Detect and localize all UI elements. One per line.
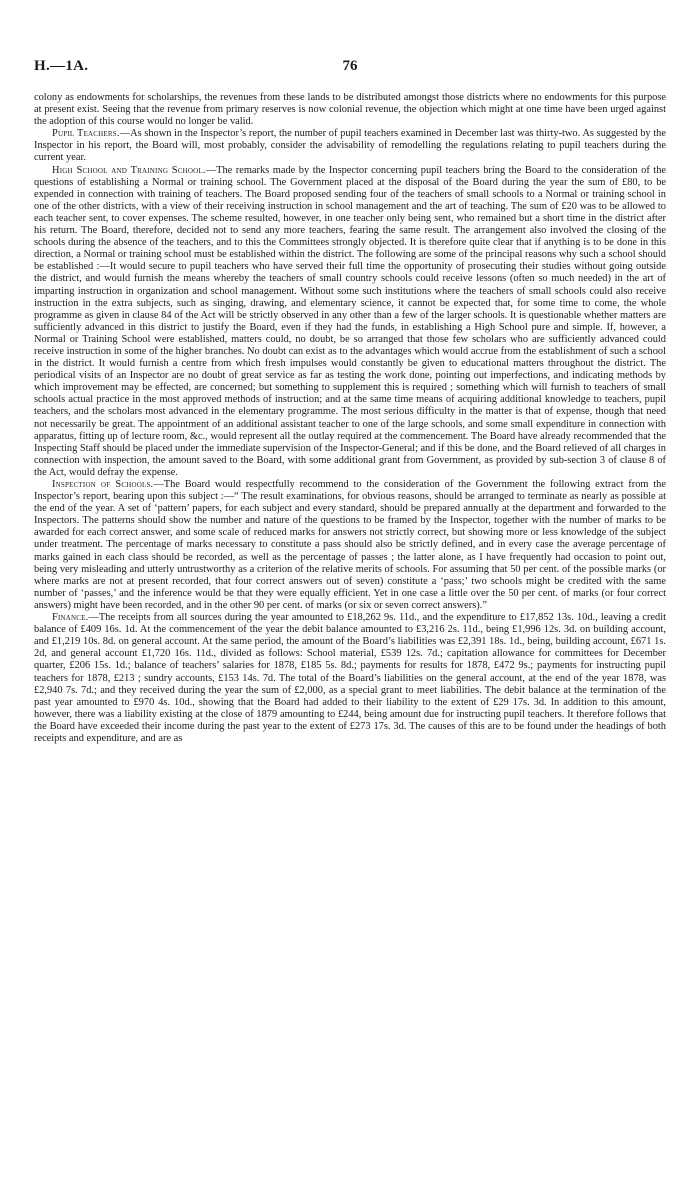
- paragraph-finance: [34, 612, 666, 745]
- paragraph-text: —The remarks made by the Inspector concerning pupil teachers bring the Board to the consideration of the questions of establishing a Normal or training school. The Government placed at the disposal of the Board during the year the sum of £80, to be expended in connection with training of teachers. The Board proposed sending four of the teachers of small schools to a Normal or training school in one of the other districts, with a view of their receiving instruction in school management and the art of teaching. The sum of £20 was to be allowed to each teacher sent, to cover expenses. The scheme resulted, however, in one teacher only being sent, who remained but a short time in the district after his return. The Board, therefore, decided not to send any more teachers, fearing the same result. The arrangement also involved the closing of the schools during the absence of the teachers, and to this the Committees strongly objected. It is therefore quite clear that if anything is to be done in this direction, a Normal or training school must be established within the district. The following are some of the principal reasons why such a school should be established :—It would secure to pupil teachers who have served their full time the opportunity of prosecuting their studies without going outside the district, and would furnish the means whereby the teachers of small country schools could receive lessons (often so much needed) in the art of imparting instruction in organization and school management. Without some such institutions where the teachers of small schools could also receive instruction in the extra subjects, such as singing, drawing, and elementary science, it cannot be expected that, for some time to come, the whole programme as given in clause 84 of the Act will be strictly observed in any other than a few of the larger schools. It is questionable whether matters are sufficiently advanced in this district to justify the Board, even if they had the funds, in establishing a High School pure and simple. If, however, a Normal or Training School were established, matters could, no doubt, be so arranged that those few scholars who are sufficiently advanced could receive instruction in some of the higher branches. No doubt can exist as to the advantages which would accrue from the establishment of such a school in the district. It would furnish a centre from which fresh impulses would constantly be given to educational matters throughout the district. The periodical visits of an Inspector are no doubt of great service as far as testing the work done, pointing out imperfections, and indicating methods by which improvement may be effected, are concerned; but something to supplement this is required ; something which will furnish to teachers of small schools actual practice in the most approved methods of instruction; and at the same time means of acquiring additional knowledge to teachers, pupil teachers, and the scholars most advanced in the elementary programme. The most serious difficulty in the matter is that of expense, though that need not necessarily be great. The appointment of an additional assistant teacher to one of the large schools, and some small expenditure in connection with apparatus, fitting up of lecture room, &c., would represent all the outlay required at the commencement. The Board have already recommended that the Inspecting Staff should be placed under the immediate supervision of the Inspector-General; and if this be done, and the Board relieved of all charges in connection with inspection, the amount saved to the Board, with some additional grant from Government, as provided by sub-section 3 of clause 8 of the Act, would defray the expense.: [34, 164, 666, 478]
- section-heading-finance: Finance.: [52, 612, 89, 624]
- paragraph-endowments: [34, 92, 666, 128]
- paragraph-pupil-teachers: [34, 128, 666, 164]
- section-heading-pupil-teachers: Pupil Teachers.: [52, 128, 120, 140]
- paper-series-code: H.—1A.: [34, 58, 89, 74]
- paragraph-inspection: [34, 479, 666, 612]
- section-heading-inspection: Inspection of Schools.: [52, 479, 154, 490]
- page-header: [34, 58, 666, 78]
- paragraph-text: —As shown in the Inspector’s report, the number of pupil teachers examined in December last was thirty-two. As suggested by the Inspector in his report, the Board will, most probably, consider the advisability of remodelling the regulations relating to pupil teachers during the current year.: [34, 128, 666, 164]
- paragraph-text: —The receipts from all sources during the year amounted to £18,262 9s. 11d., and the expenditure to £17,852 13s. 10d., leaving a credit balance of £409 16s. 1d. At the commencement of the year the debit balance amounted to £3,216 2s. 11d., being £1,996 12s. 3d. on building account, and £1,219 10s. 8d. on general account. At the same period, the amount of the Board’s liabilities was £2,391 18s. 1d., being, building account, £671 1s. 2d, and general account £1,720 16s. 11d., divided as follows: School material, £539 12s. 7d.; capitation allowance for committees for December quarter, £206 15s. 1d.; balance of teachers’ salaries for 1878, £185 5s. 8d.; payments for results for 1878, £472 9s.; payments for instructing pupil teachers for 1878, £213 ; sundry accounts, £153 14s. 7d. The total of the Board’s liabilities on the general account, at the end of the year 1878, was £2,940 7s. 7d.; and they received during the year the sum of £2,000, as a special grant to meet liabilities. The debit balance at the termination of the past year amounted to £970 4s. 10d., showing that the Board had added to their liability to the extent of £29 17s. 3d. In addition to this amount, however, there was a liability existing at the close of 1879 amounting to £244, being amount due for instructing pupil teachers. It therefore follows that the Board have exceeded their income during the past year to the extent of £273 17s. 3d. The causes of this are to be found under the headings of both receipts and expenditure, and are as: [34, 612, 666, 744]
- body-text: [34, 92, 666, 745]
- paragraph-high-school: [34, 165, 666, 479]
- section-heading-high-school: High School and Training School.: [52, 164, 206, 176]
- paragraph-text: —The Board would respectfully recommend to the consideration of the Government the following extract from the Inspector’s report, bearing upon this subject :—“ The result examinations, for obvious reasons, should be arranged to terminate as nearly as possible at the end of the year. A set of ‘pattern’ papers, for each subject and every standard, should be prepared annually at the department and forwarded to the Inspectors. The patterns should show the number and nature of the questions to be framed by the Inspector, together with the number of marks to be awarded for each correct answer, and some scale of reduced marks for answers not strictly correct, but showing more or less knowledge of the subject under treatment. The percentage of marks necessary to constitute a pass should also be strictly defined, and in every case the average percentage of marks gained in each class should be recorded, as well as the percentage of passes ; the latter alone, as I have frequently had occasion to point out, being very misleading and utterly untrustworthy as a criterion of the relative merits of schools. For assuming that 50 per cent. of the possible marks (or where marks are not at present recorded, that four correct answers out of seven) constitute a ‘pass;’ two schools might be credited with the same number of ‘passes,’ and the inference would be that they were equally efficient. Yet in one case a little over the 50 per cent. of marks (or four correct answers) might have been recorded, and in the other 90 per cent. of marks (or six or seven correct answers).”: [34, 479, 666, 611]
- page-number: 76: [342, 58, 358, 74]
- paragraph-text: colony as endowments for scholarships, the revenues from these lands to be distributed amongst those districts where no endowments for this purpose at present exist. Seeing that the revenue from primary reserves is now colonial revenue, the objection which might at one time have been urged against the adoption of this course would no longer be valid.: [34, 92, 666, 128]
